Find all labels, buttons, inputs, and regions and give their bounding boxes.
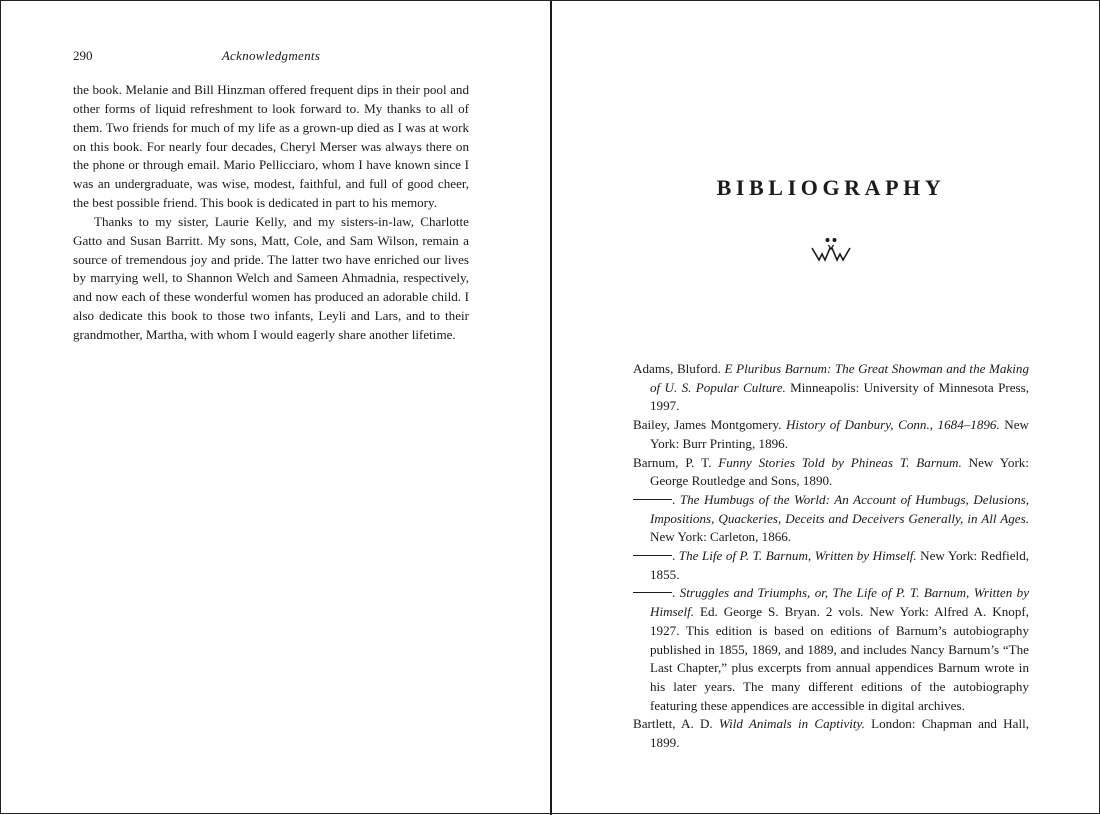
- entry-author: .: [672, 585, 680, 601]
- entry-author: .: [672, 491, 680, 507]
- bibliography-entry: [633, 584, 1029, 715]
- bibliography-entry: [633, 416, 1029, 453]
- entry-publication: New York: Burr Printing, 1896.: [650, 417, 1029, 451]
- repeated-author-rule: [633, 592, 672, 593]
- repeated-author-rule: [633, 499, 672, 500]
- right-page: [552, 1, 1100, 815]
- acknowledgments-text: [73, 81, 469, 345]
- entry-title: History of Danbury, Conn., 1684–1896.: [785, 417, 1000, 433]
- entry-title: Funny Stories Told by Phineas T. Barnum.: [718, 454, 962, 470]
- entry-title: Struggles and Triumphs, or, The Life of P. T. Barnum, Written by Himself.: [650, 585, 1030, 620]
- bibliography-entry: [633, 360, 1029, 416]
- paragraph: Thanks to my sister, Laurie Kelly, and my sisters-in-law, Charlotte Gatto and Susan Barritt. My sons, Matt, Cole, and Sam Wilson, remain a source of tremendous joy and pride. The latter two have enriched our lives by marrying well, to Shannon Welch and Sameen Ahmadnia, respectively, and now each of these wonderful women has produced an adorable child. I also dedicate this book to those two infants, Leyli and Lars, and to their grandmother, Martha, with whom I would eagerly share another lifetime.: [73, 213, 469, 342]
- entry-title: E Pluribus Barnum: The Great Showman and the Making of U. S. Popular Culture.: [650, 361, 1029, 395]
- entry-author: Bailey, James Montgomery.: [633, 417, 786, 433]
- left-page: [1, 1, 550, 815]
- entry-publication: New York: George Routledge and Sons, 1890.: [650, 454, 1029, 489]
- bibliography-list: [633, 360, 1029, 753]
- bibliography-entry: [633, 547, 1029, 584]
- entry-publication: London: Chapman and Hall, 1899.: [650, 716, 1029, 751]
- bibliography-entry: [633, 491, 1029, 547]
- entry-author: Barnum, P. T.: [633, 454, 719, 470]
- entry-publication: Minneapolis: University of Minnesota Press, 1997.: [650, 379, 1029, 414]
- entry-publication: New York: Carleton, 1866.: [650, 529, 792, 545]
- repeated-author-rule: [633, 555, 672, 556]
- entry-author: Bartlett, A. D.: [633, 716, 719, 732]
- entry-publication: New York: Redfield, 1855.: [650, 548, 1030, 582]
- bibliography-entry: [633, 715, 1029, 752]
- entry-title: The Humbugs of the World: An Account of Humbugs, Delusions, Impositions, Quackeries, Deceits and Deceivers Generally, in All Ages.: [650, 491, 1029, 526]
- running-head-title: Acknowledgments: [221, 48, 321, 63]
- page-number: 290: [73, 48, 93, 63]
- bibliography-entry: [633, 454, 1029, 491]
- fleuron-ornament-icon: [806, 235, 856, 265]
- entry-title: The Life of P. T. Barnum, Written by Himself.: [678, 548, 917, 564]
- entry-title: Wild Animals in Captivity.: [718, 716, 865, 732]
- paragraph: the book. Melanie and Bill Hinzman offered frequent dips in their pool and other forms of liquid refreshment to look forward to. My thanks to all of them. Two friends for much of my life as a grown-up died as I was at work on this book. For nearly four decades, Cheryl Merser was always there on the phone or through email. Mario Pellicciaro, whom I have known since I was an undergraduate, was wise, modest, faithful, and full of good cheer, the best possible friend. This book is dedicated in part to his memory.: [73, 82, 469, 211]
- running-head: [73, 48, 469, 66]
- entry-author: .: [672, 548, 679, 564]
- entry-publication: Ed. George S. Bryan. 2 vols. New York: Alfred A. Knopf, 1927. This edition is based on editions of Barnum’s autobiography published in 1855, 1869, and 1889, and includes Nancy Barnum’s “The Last Chapter,” plus excerpts from annual appendices Barnum wrote in his later years. The many different editions of the autobiography featuring these appendices are accessible in digital archives.: [650, 604, 1029, 713]
- entry-author: Adams, Bluford.: [633, 361, 725, 376]
- chapter-title: BIBLIOGRAPHY: [716, 175, 946, 200]
